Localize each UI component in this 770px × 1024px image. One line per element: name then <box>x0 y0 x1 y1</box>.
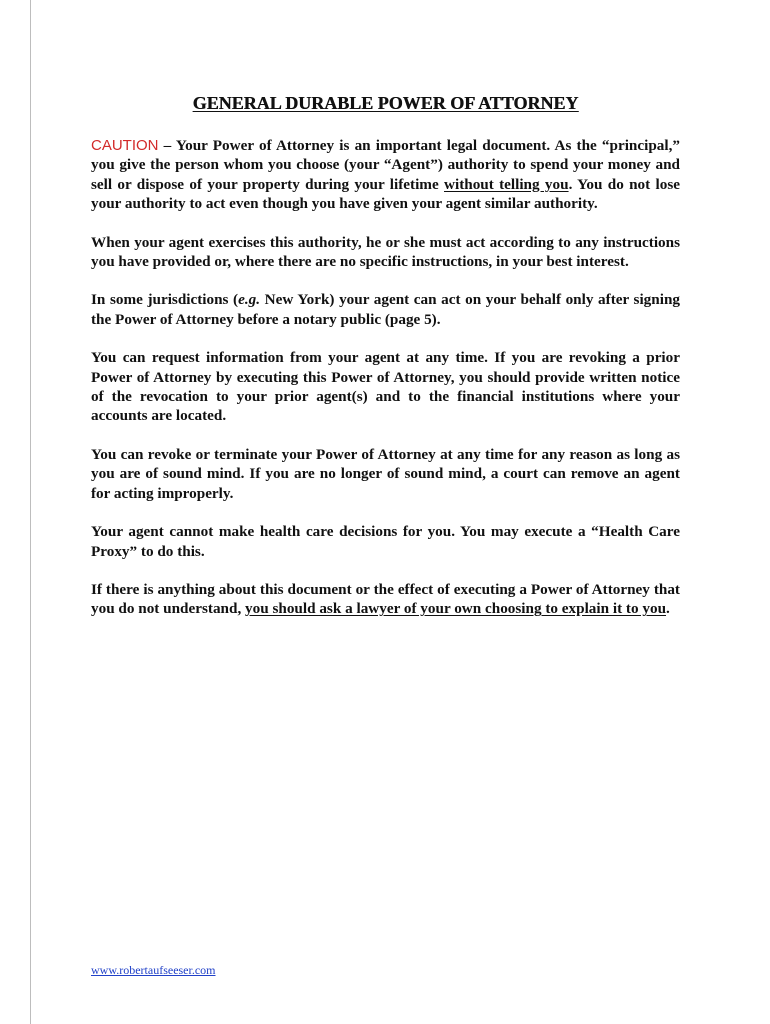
caution-underlined-text: without telling you <box>444 175 569 193</box>
health-care-paragraph: Your agent cannot make health care decisions for you. You may execute a “Health Care Proxy” to do this. <box>91 523 680 560</box>
jurisdiction-paragraph <box>91 290 680 329</box>
caution-paragraph <box>91 136 680 214</box>
caution-text-a: – Your Power of Attorney is an important legal document. As the “principal,” you give the person whom you choose (your “Agent”) authority to spend your money and sell or dispose of your property during your lifetime <box>91 137 680 193</box>
document-body <box>91 92 680 638</box>
document-title: GENERAL DURABLE POWER OF ATTORNEY <box>192 93 579 113</box>
jurisdiction-italic: e.g. <box>238 291 261 309</box>
page-left-edge <box>30 0 31 1024</box>
request-information-paragraph: You can request information from your agent at any time. If you are revoking a prior Power of Attorney by executing this Power of Attorney, you should provide written notice of the revocation to your prior agent(s) and to the financial institutions where your accounts are located. <box>91 349 680 425</box>
caution-text-b: . You do not lose your authority to act even though you have given your agent similar authority. <box>91 175 680 213</box>
agent-exercise-paragraph: When your agent exercises this authority, he or she must act according to any instructions you have provided or, where there are no specific instructions, in your best interest. <box>91 233 680 271</box>
lawyer-text-a: If there is anything about this document or the effect of executing a Power of Attorney that you do not understand, <box>91 580 680 618</box>
lawyer-underlined-text: you should ask a lawyer of your own choosing to explain it to you <box>245 600 667 618</box>
jurisdiction-text-b: New York) your agent can act on your behalf only after signing the Power of Attorney before a notary public (page 5). <box>91 291 680 328</box>
caution-label: CAUTION <box>91 137 159 154</box>
lawyer-text-b: . <box>666 600 670 618</box>
footer-website-link[interactable]: www.robertaufseeser.com <box>91 963 216 977</box>
jurisdiction-text-a: In some jurisdictions ( <box>91 291 239 309</box>
lawyer-advice-paragraph <box>91 580 680 619</box>
revoke-paragraph: You can revoke or terminate your Power of Attorney at any time for any reason as long as you are of sound mind. If you are no longer of sound mind, a court can remove an agent for acting improperly. <box>91 445 680 502</box>
